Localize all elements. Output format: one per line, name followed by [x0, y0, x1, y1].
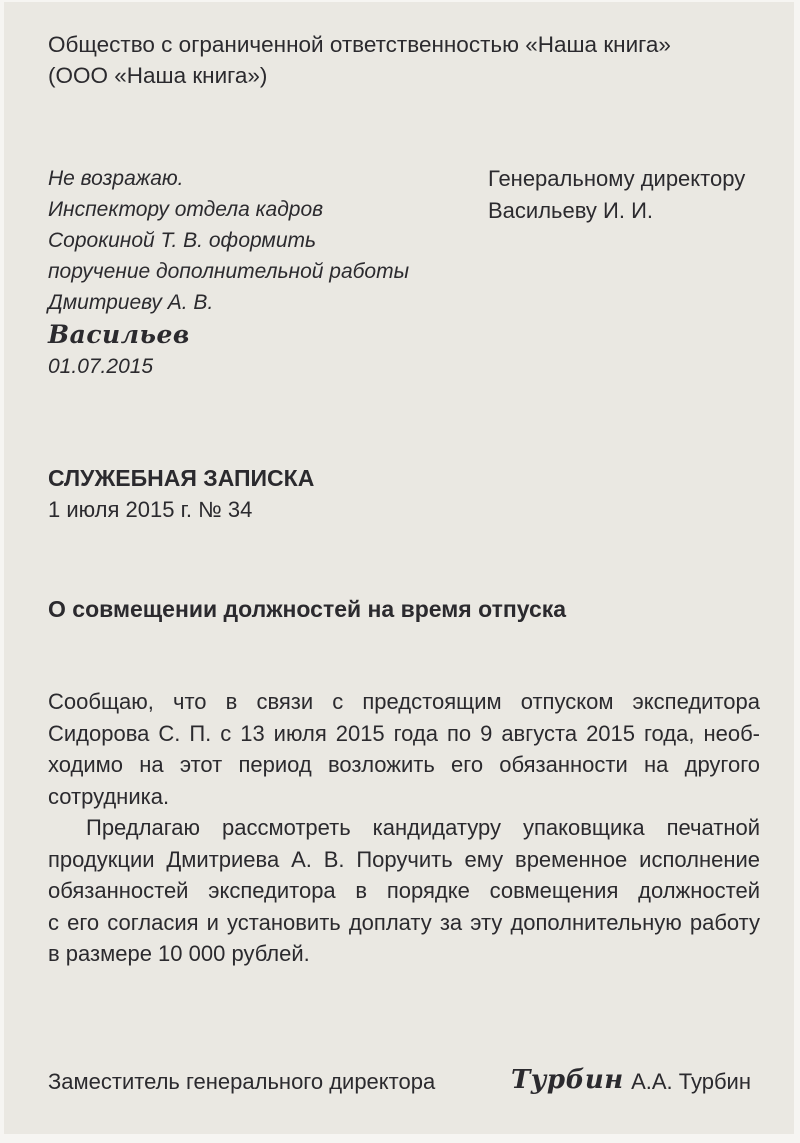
body-text-line: Сообщаю, что в связи с предстоящим отпуском экспедитора: [48, 689, 760, 714]
body-text-line: продукции Дмитриева А. В. Поручить ему временное исполнение: [48, 846, 760, 872]
resolution-line: Сорокиной Т. В. оформить: [48, 229, 317, 252]
signature-footer: [48, 1066, 751, 1106]
body-text-line: в размере 10 000 рублей.: [48, 941, 310, 966]
signer-position: Заместитель генерального директора: [48, 1069, 436, 1094]
addressee-title: Генеральному директору: [488, 166, 746, 191]
organization-name-full: Общество с ограниченной ответственностью «Наша книга»: [48, 32, 671, 57]
body-paragraph-2: [48, 812, 760, 970]
resolution-line: Инспектору отдела кадров: [48, 198, 324, 221]
body-paragraph-1: [48, 686, 760, 812]
memo-date-number: 1 июля 2015 г. № 34: [48, 497, 253, 522]
body-text-line: обязанностей экспедитора в порядке совмещения должностей: [48, 878, 760, 903]
resolution-block: [48, 163, 488, 383]
addressee-block: [488, 163, 768, 227]
resolution-date: 01.07.2015: [48, 355, 154, 378]
memo-subject: О совмещении должностей на время отпуска: [48, 596, 567, 622]
body-text-line: Предлагаю рассмотреть кандидатуру упаковщика печатной: [86, 815, 760, 840]
resolution-line: поручение дополнительной работы: [48, 260, 410, 283]
body-text-line: с его согласия и установить доплату за эту дополнительную работу: [48, 909, 760, 935]
signer-signature: Турбин: [511, 1065, 624, 1095]
memo-title: СЛУЖЕБНАЯ ЗАПИСКА: [48, 465, 315, 491]
memo-heading-block: [48, 463, 750, 525]
body-text-line: Сидорова С. П. с 13 июля 2015 года по 9 августа 2015 года, необ-: [48, 720, 760, 746]
organization-header: [48, 29, 750, 91]
signer-name: А.А. Турбин: [631, 1069, 751, 1094]
document-paper: [4, 2, 794, 1134]
resolution-line: Дмитриеву А. В.: [48, 291, 214, 314]
body-text-line: сотрудника.: [48, 783, 170, 809]
director-signature: Васильев: [48, 320, 190, 349]
memo-body: [48, 686, 760, 970]
resolution-line: Не возражаю.: [48, 167, 184, 190]
organization-name-short: (ООО «Наша книга»): [48, 63, 268, 88]
addressee-name: Васильеву И. И.: [488, 198, 654, 223]
body-text-line: ходимо на этот период возложить его обязанности на другого: [48, 752, 760, 777]
